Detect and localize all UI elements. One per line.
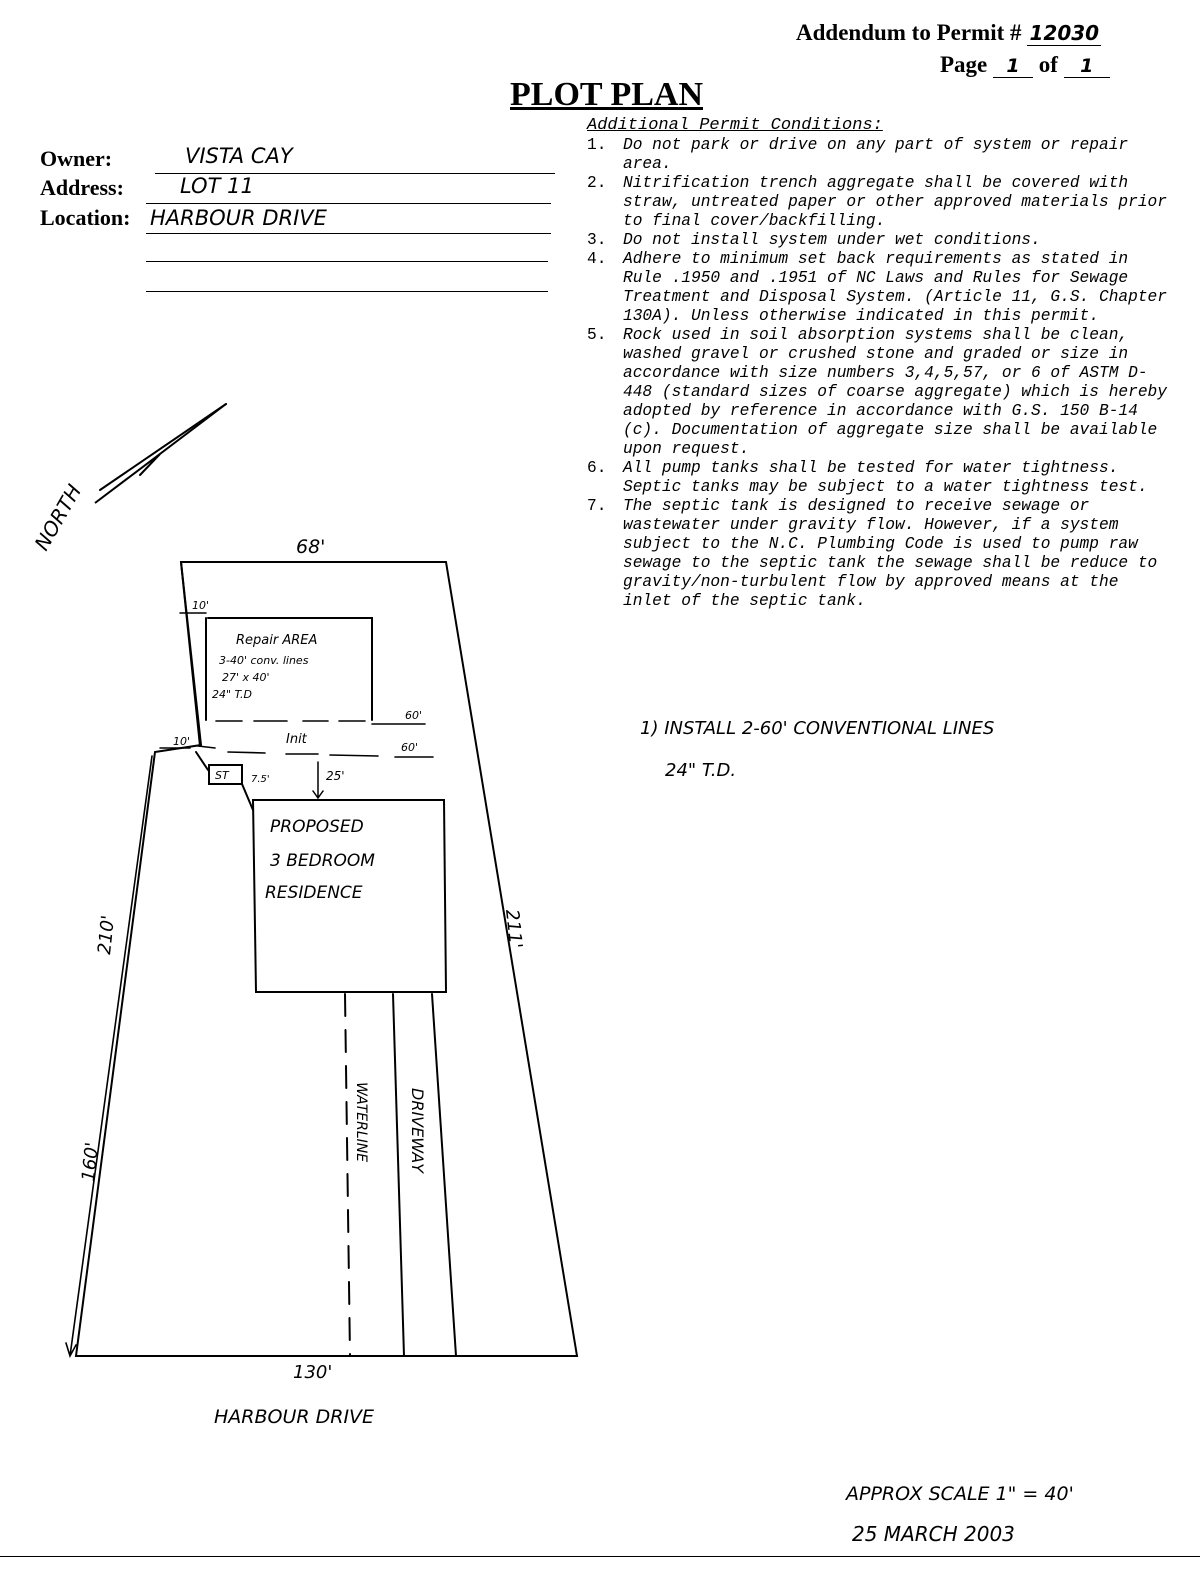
condition-text: All pump tanks shall be tested for water tightness. Septic tanks may be subject to a water tightness test. [623,459,1148,496]
septic-tank-label: ST [215,769,229,782]
address-value: LOT 11 [180,174,254,198]
condition-text: Adhere to minimum set back requirements as stated in Rule .1950 and .1951 of NC Laws and Rules for Sewage Treatment and Disposal System. (Article 11, G.S. Chapter 130A). Unless otherwise indicated in this permit. [623,250,1167,325]
owner-label: Owner: [40,146,113,171]
bottom-dim: 130' [293,1362,333,1383]
left-upper-dim: 210' [94,914,120,956]
repair-line-3: 27' x 40' [222,671,270,684]
tank-dim: 7.5' [251,774,270,785]
permit-number: 12030 [1027,21,1101,46]
condition-text: Do not park or drive on any part of system or repair area. [623,136,1129,173]
condition-text: Rock used in soil absorption systems shall be clean, washed gravel or crushed stone and graded or size in accordance with size numbers 3,4,5,57, or 6 of ASTM D-448 (standard sizes of coarse aggregate) which is hereby adopted by reference in accordance with G.S. 150 B-14 (c). Documentation of aggregate size shall be available upon request. [623,326,1167,458]
location-label: Location: [40,205,131,230]
handwritten-note-line1: 1) INSTALL 2-60' CONVENTIONAL LINES [640,718,995,739]
waterline-label: WATERLINE [353,1082,369,1163]
street-name: HARBOUR DRIVE [214,1406,375,1428]
location-value: HARBOUR DRIVE [150,206,327,230]
page-label: Page [940,52,988,77]
driveway [393,994,456,1356]
handwritten-note-line2: 24" T.D. [665,760,737,781]
repair-line-1: Repair AREA [236,633,318,648]
waterline [345,994,350,1356]
north-label: NORTH [29,480,87,555]
repair-setback: 10' [192,599,210,612]
page-number: 1 [993,55,1033,78]
condition-number: 5. [587,326,607,344]
condition-text: Nitrification trench aggregate shall be covered with straw, untreated paper or other approved materials prior to final cover/backfilling. [623,174,1167,230]
page-total: 1 [1064,55,1110,78]
permit-label: Addendum to Permit # [796,20,1022,45]
address-label: Address: [40,175,124,200]
repair-width: 60' [405,709,423,722]
driveway-label: DRIVEWAY [408,1088,427,1173]
top-dim: 68' [296,536,326,558]
left-lower-dim: 160' [78,1141,104,1183]
condition-number: 1. [587,136,607,154]
condition-text: Do not install system under wet conditions. [623,231,1041,249]
house-line-1: PROPOSED [270,817,364,837]
right-dim: 211' [501,908,527,950]
owner-value: VISTA CAY [185,144,293,168]
bottom-rule [0,1556,1200,1557]
init-width: 60' [401,741,419,754]
of-label: of [1038,52,1058,77]
north-arrow-icon [95,404,226,503]
condition-text: The septic tank is designed to receive sewage or wastewater under gravity flow. However, if a system subject to the N.C. Plumbing Code is used to pump raw sewage to the septic tank the sewage shall be reduce to gravity/non-turbulent flow by approved means at the inlet of the septic tank. [623,497,1158,610]
repair-line-2: 3-40' conv. lines [219,654,309,667]
scale-note: APPROX SCALE 1" = 40' [846,1483,1074,1505]
repair-line-4: 24" T.D [212,688,252,701]
condition-number: 3. [587,231,607,249]
date-note: 25 MARCH 2003 [852,1522,1015,1546]
house-line-3: RESIDENCE [265,883,363,903]
house-setback: 25' [326,769,345,783]
conditions-title: Additional Permit Conditions: [587,116,883,135]
page-title: PLOT PLAN [510,76,704,113]
condition-number: 4. [587,250,607,268]
condition-number: 2. [587,174,607,192]
condition-number: 7. [587,497,607,515]
init-setback: 10' [173,735,191,748]
condition-number: 6. [587,459,607,477]
init-label: Init [286,732,307,747]
house-line-2: 3 BEDROOM [270,851,375,871]
lot-boundary [76,562,577,1356]
